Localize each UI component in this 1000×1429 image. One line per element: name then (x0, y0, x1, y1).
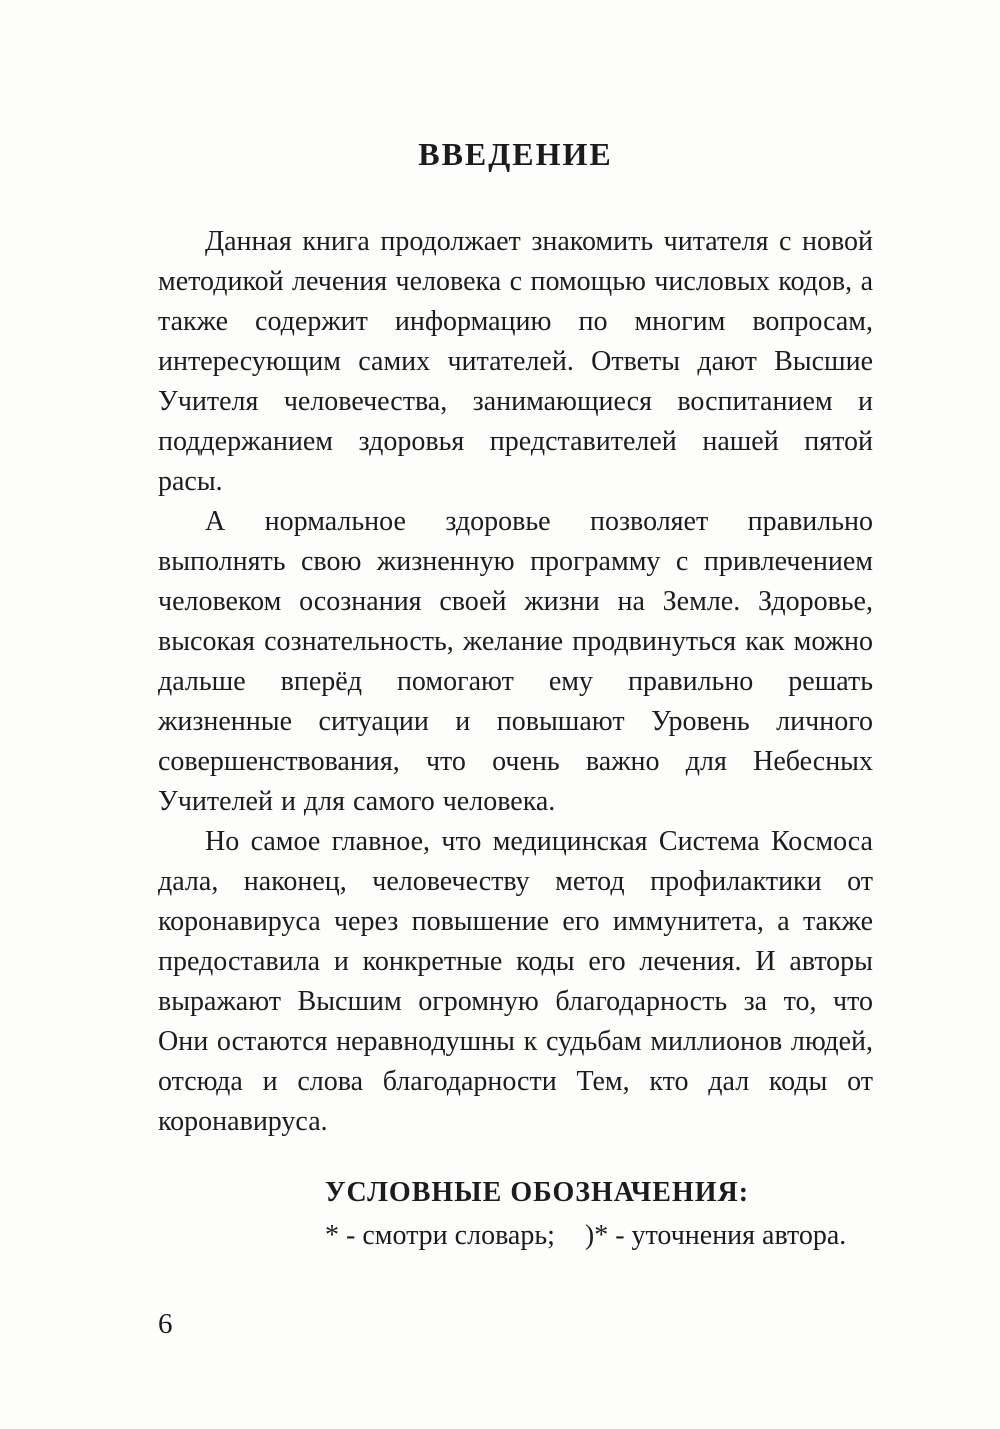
paragraph-1: Данная книга продолжает знакомить читателя с новой методикой лечения человека с помощью числовых кодов, а также содержит информацию по многим вопросам, интересующим самих читателей. Ответы дают Высшие Учителя человечества, занимающиеся воспитанием и поддержанием здоровья представителей нашей пятой расы. (158, 226, 873, 497)
page-number: 6 (158, 1308, 173, 1340)
legend-item-author-notes: )* - уточнения автора. (584, 1220, 847, 1251)
legend-section (325, 1172, 873, 1258)
legend-heading: УСЛОВНЫЕ ОБОЗНАЧЕНИЯ: (325, 1177, 750, 1208)
body-text (158, 222, 873, 1142)
legend-item-dictionary: * - смотри словарь; (325, 1220, 555, 1251)
paragraph-2: А нормальное здоровье позволяет правильно выполнять свою жизненную программу с привлечением человеком осознания своей жизни на Земле. Здоровье, высокая сознательность, желание продвинуться как можно дальше вперёд помогают ему правильно решать жизненные ситуации и повышают Уровень личного совершенствования, что очень важно для Небесных Учителей и для самого человека. (158, 506, 873, 817)
chapter-title: ВВЕДЕНИЕ (418, 136, 613, 172)
legend-items (325, 1214, 873, 1258)
paragraph-3: Но самое главное, что медицинская Система Космоса дала, наконец, человечеству метод профилактики от коронавируса через повышение его иммунитета, а также предоставила и конкретные коды его лечения. И авторы выражают Высшим огромную благодарность за то, что Они остаются неравнодушны к судьбам миллионов людей, отсюда и слова благодарности Тем, кто дал коды от коронавируса. (158, 826, 873, 1137)
